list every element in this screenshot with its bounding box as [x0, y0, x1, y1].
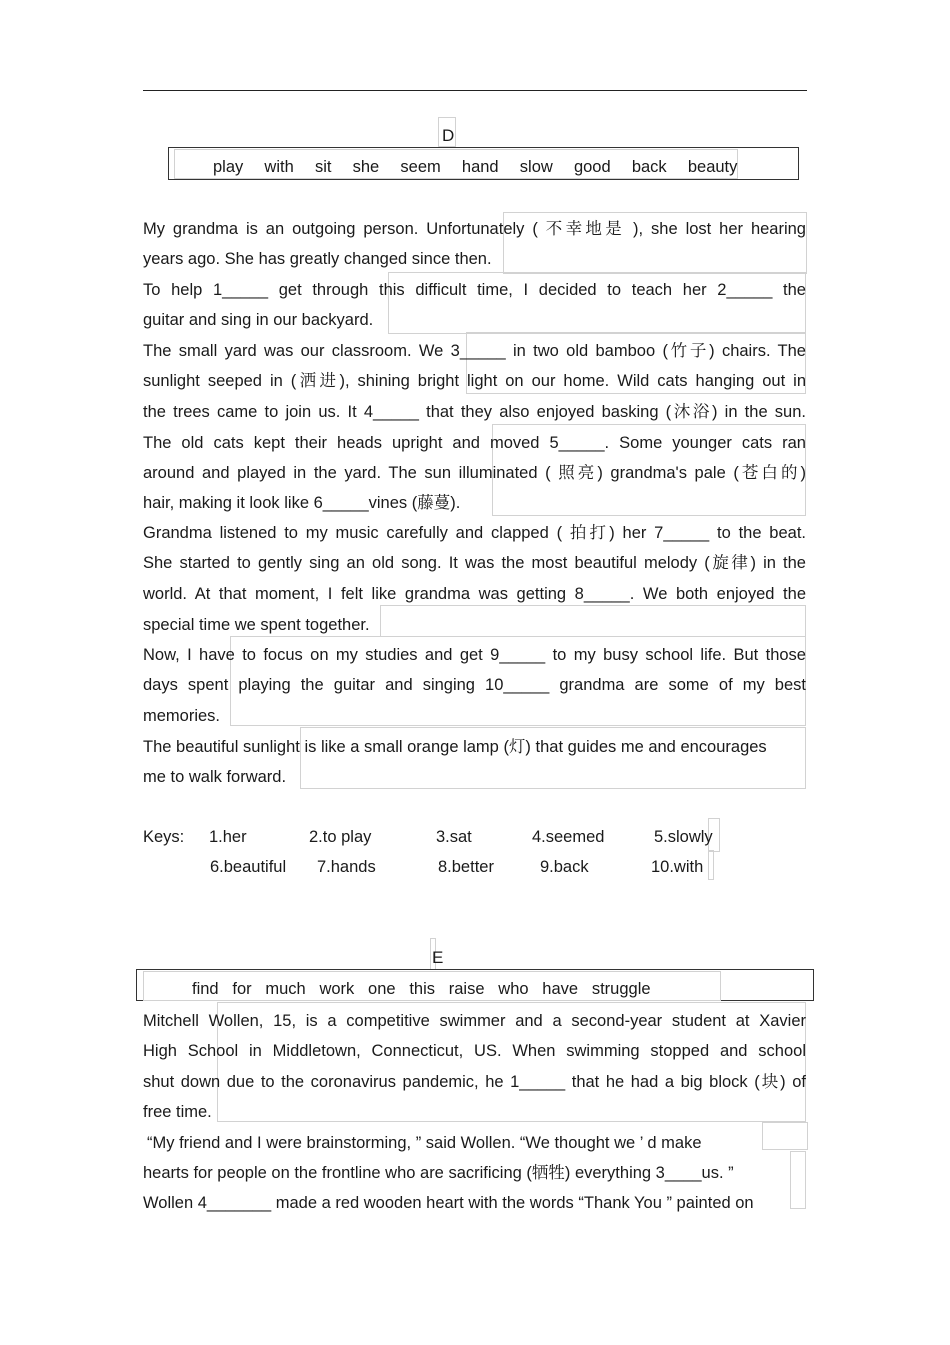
- passage-d-line: guitar and sing in our backyard.: [143, 311, 374, 329]
- keys-label: Keys:: [143, 828, 185, 846]
- key-answer: 8.better: [438, 858, 494, 876]
- passage-e-line: Mitchell Wollen, 15, is a competitive swimmer and a second-year student at Xavier: [143, 1012, 806, 1030]
- passage-e-line: hearts for people on the frontline who are sacrificing (牺牲) everything 3____us. ”: [143, 1164, 734, 1182]
- passage-d-line: me to walk forward.: [143, 768, 287, 786]
- passage-d-line: around and played in the yard. The sun illuminated ( 照亮) grandma's pale (苍白的): [143, 464, 806, 482]
- key-answer: 9.back: [540, 858, 589, 876]
- passage-d-line: Grandma listened to my music carefully and clapped ( 拍打) her 7_____ to the beat.: [143, 524, 806, 542]
- passage-e-line: Wollen 4_______ made a red wooden heart with the words “Thank You ” painted on: [143, 1194, 754, 1212]
- top-rule: [143, 90, 807, 91]
- passage-d-line: To help 1_____ get through this difficult time, I decided to teach her 2_____ the: [143, 281, 806, 299]
- faint-frame: [708, 850, 714, 880]
- passage-d-line: hair, making it look like 6_____vines (藤蔓).: [143, 494, 461, 512]
- section-d-title: D: [442, 126, 455, 145]
- key-answer: 3.sat: [436, 828, 472, 846]
- faint-frame: [380, 605, 806, 637]
- faint-frame: [790, 1151, 806, 1209]
- passage-d-line: the trees came to join us. It 4_____ that they also enjoyed basking (沐浴) in the sun.: [143, 403, 806, 421]
- passage-e-line: High School in Middletown, Connecticut, US. When swimming stopped and school: [143, 1042, 806, 1060]
- key-answer: 4.seemed: [532, 828, 605, 846]
- passage-d-line: days spent playing the guitar and singing 10_____ grandma are some of my best: [143, 676, 806, 694]
- passage-d-line: The old cats kept their heads upright and moved 5_____. Some younger cats ran: [143, 434, 806, 452]
- section-e-title: E: [432, 948, 444, 967]
- key-answer: 2.to play: [309, 828, 372, 846]
- passage-e-line: free time.: [143, 1103, 212, 1121]
- key-answer: 1.her: [209, 828, 247, 846]
- passage-d-line: The beautiful sunlight is like a small orange lamp (灯) that guides me and encourages: [143, 738, 767, 756]
- faint-frame: [438, 117, 456, 147]
- key-answer: 6.beautiful: [210, 858, 287, 876]
- word-bank-e: find for much work one this raise who have struggle: [192, 980, 651, 998]
- passage-d-line: The small yard was our classroom. We 3_____ in two old bamboo (竹子) chairs. The: [143, 342, 806, 360]
- passage-d-line: memories.: [143, 707, 221, 725]
- passage-e-line: “My friend and I were brainstorming, ” said Wollen. “We thought we ’ d make: [147, 1134, 702, 1152]
- passage-d-line: world. At that moment, I felt like grandma was getting 8_____. We both enjoyed the: [143, 585, 806, 603]
- passage-d-line: My grandma is an outgoing person. Unfortunately ( 不幸地是 ), she lost her hearing: [143, 220, 806, 238]
- word-bank-d: play with sit she seem hand slow good back beauty: [213, 158, 738, 176]
- passage-e-line: shut down due to the coronavirus pandemic, he 1_____ that he had a big block (块) of: [143, 1073, 806, 1091]
- passage-d-line: special time we spent together.: [143, 616, 370, 634]
- key-answer: 5.slowly: [654, 828, 713, 846]
- passage-d-line: Now, I have to focus on my studies and get 9_____ to my busy school life. But those: [143, 646, 806, 664]
- key-answer: 10.with: [651, 858, 704, 876]
- key-answer: 7.hands: [317, 858, 376, 876]
- faint-frame: [762, 1122, 808, 1150]
- passage-d-line: She started to gently sing an old song. It was the most beautiful melody (旋律) in the: [143, 554, 806, 572]
- passage-d-line: sunlight seeped in (洒进), shining bright light on our home. Wild cats hanging out in: [143, 372, 806, 390]
- passage-d-line: years ago. She has greatly changed since then.: [143, 250, 492, 268]
